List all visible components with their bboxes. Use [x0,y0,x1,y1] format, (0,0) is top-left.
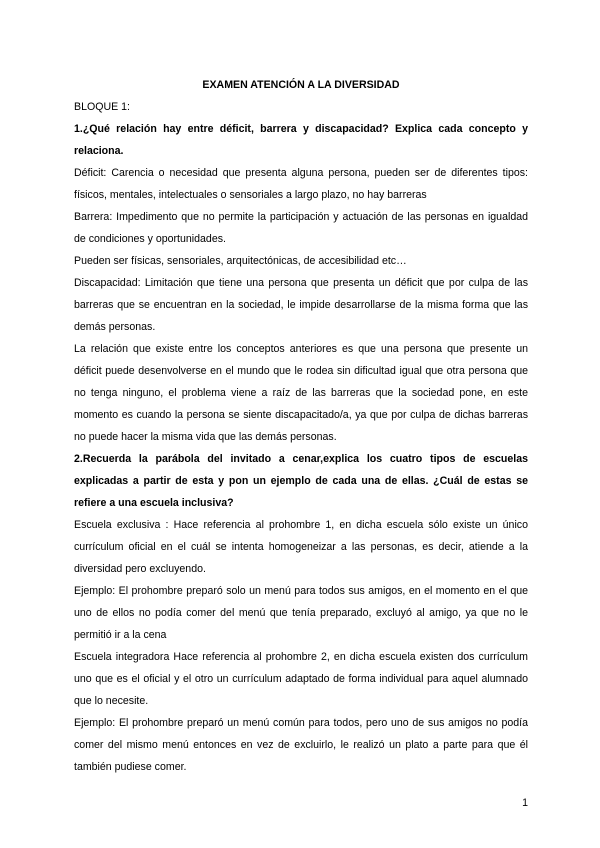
answer-relacion: La relación que existe entre los conceptos anteriores es que una persona que presente un déficit puede desenvolverse en el mundo que le rodea sin dificultad igual que otra persona que no tenga ninguno, el problema viene a raíz de las barreras que la sociedad pone, en este momento es cuando la persona se siente discapacitado/a, ya que por culpa de dichas barreras no puede hacer la misma vida que las demás personas. [74,343,528,443]
page-number: 1 [522,797,528,809]
answer-barrera: Barrera: Impedimento que no permite la participación y actuación de las personas en igualdad de condiciones y oportunidades. [74,211,528,245]
question-1: 1.¿Qué relación hay entre déficit, barrera y discapacidad? Explica cada concepto y relaciona. [74,123,528,157]
page-title: EXAMEN ATENCIÓN A LA DIVERSIDAD [202,79,400,91]
answer-barrera-types: Pueden ser físicas, sensoriales, arquitectónicas, de accesibilidad etc… [74,255,407,267]
question-2-bold-part: 2.Recuerda la parábola del invitado a cenar, [74,453,324,465]
answer-discapacidad: Discapacidad: Limitación que tiene una persona que presenta un déficit que por culpa de las barreras que se encuentran en la sociedad, le impide desarrollarse de la misma forma que las demás personas. [74,277,528,333]
example-escuela-integradora: Ejemplo: El prohombre preparó un menú común para todos, pero uno de sus amigos no podía comer del mismo menú entonces en vez de excluirlo, le realizó un plato a parte para que él también pudiese comer. [74,717,528,773]
answer-deficit: Déficit: Carencia o necesidad que presenta alguna persona, pueden ser de diferentes tipos: físicos, mentales, intelectuales o sensoriales a largo plazo, no hay barreras [74,167,528,201]
question-2-rest: explica los cuatro tipos de escuelas explicadas a partir de esta y pon un ejemplo de cada una de ellas. ¿Cuál de estas se refiere a una escuela inclusiva? [74,453,529,509]
answer-escuela-integradora: Escuela integradora Hace referencia al prohombre 2, en dicha escuela existen dos currículum uno que es el oficial y el otro un currículum adaptado de forma individual para aquel alumnado que lo necesite. [74,651,528,707]
question-2 [74,448,528,514]
document-body [74,74,528,778]
answer-escuela-exclusiva: Escuela exclusiva : Hace referencia al prohombre 1, en dicha escuela sólo existe un único currículum oficial en el cuál se intenta homogeneizar a las personas, es decir, atiende a la diversidad pero excluyendo. [74,519,528,575]
block-label: BLOQUE 1: [74,101,130,113]
example-escuela-exclusiva: Ejemplo: El prohombre preparó solo un menú para todos sus amigos, en el momento en el que uno de ellos no podía comer del menú que tenía preparado, excluyó al amigo, ya que no le permitió ir a la cena [74,585,528,641]
